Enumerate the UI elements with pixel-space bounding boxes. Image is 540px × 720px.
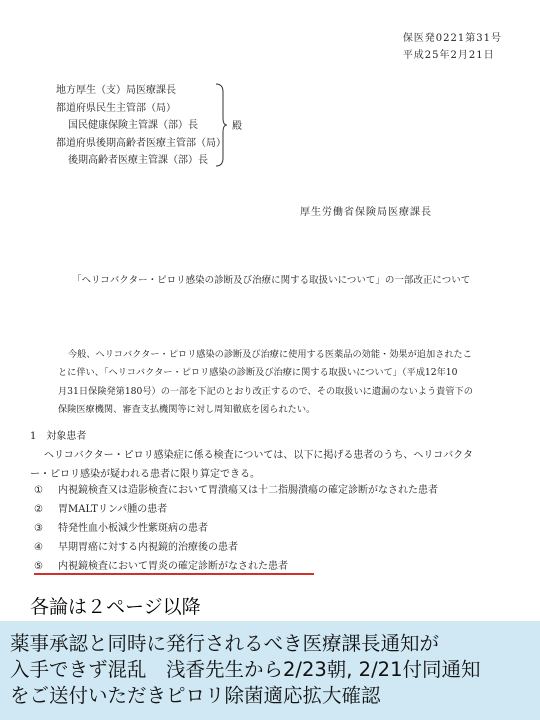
document-date: 平成25年2月21日	[402, 50, 495, 61]
list-item	[34, 500, 438, 519]
item-number: ⑤	[34, 561, 43, 572]
section-text	[30, 446, 520, 484]
paragraph-line: 月31日保険発第180号）の一部を下記のとおり改正するので、その取扱いに遺漏のないよう貴管下の	[58, 385, 473, 397]
addressee: 都道府県民生主管部（局）	[56, 102, 176, 114]
addressee: 地方厚生（支）局医療課長	[56, 85, 176, 96]
footnote: 各論は２ページ以降	[30, 596, 201, 618]
subject-title: 「ヘリコバクター・ピロリ感染の診断及び治療に関する取扱いについて」の一部改正について	[72, 275, 471, 286]
addressee: 都道府県後期高齢者医療主管部（局）	[56, 137, 226, 149]
addressee: 国民健康保険主管課（部）長	[68, 120, 198, 131]
banner-line: 入手できず混乱 浅香先生から2/23朝, 2/21付同通知	[10, 658, 481, 681]
item-text: 特発性血小板減少性紫斑病の患者	[58, 523, 208, 534]
item-number: ③	[34, 523, 43, 534]
body-paragraph	[58, 346, 498, 419]
highlight-underline	[34, 573, 314, 575]
item-number: ④	[34, 542, 43, 553]
document-header	[403, 30, 502, 64]
honorific: 殿	[232, 121, 242, 132]
item-text: 胃MALTリンパ腫の患者	[58, 504, 168, 515]
patient-criteria-list	[34, 481, 438, 576]
banner-line: をご送付いただきピロリ除菌適応拡大確認	[10, 684, 381, 707]
annotation-banner	[0, 621, 540, 720]
list-item	[34, 519, 438, 538]
brace-icon	[214, 82, 228, 168]
item-text: 内視鏡検査又は造影検査において胃潰瘍又は十二指腸潰瘍の確定診断がなされた患者	[58, 485, 438, 496]
addressee-list	[56, 82, 226, 170]
paragraph-line: 保険医療機関、審査支払機関等に対し周知徹底を図られたい。	[58, 403, 316, 415]
paragraph-line: とに伴い、「ヘリコバクター・ピロリ感染の診断及び治療に関する取扱いについて」（平成12年10	[58, 367, 458, 379]
sender: 厚生労働省保険局医療課長	[300, 207, 432, 218]
document-number: 保医発0221第31号	[402, 33, 502, 44]
section-heading: 1 対象患者	[30, 431, 87, 442]
paragraph-line: 今般、ヘリコバクター・ピロリ感染の診断及び治療に使用する医薬品の効能・効果が追加されたこ	[68, 349, 472, 360]
item-text: 内視鏡検査において胃炎の確定診断がなされた患者	[58, 561, 288, 572]
item-number: ①	[34, 485, 43, 496]
list-item	[34, 538, 438, 557]
item-text: 早期胃癌に対する内視鏡的治療後の患者	[58, 542, 238, 553]
section-line: ー・ピロリ感染が疑われる患者に限り算定できる。	[30, 469, 260, 480]
section-line: ヘリコバクター・ピロリ感染症に係る検査については、以下に掲げる患者のうち、ヘリコバクタ	[44, 450, 473, 461]
list-item	[34, 481, 438, 500]
item-number: ②	[34, 504, 43, 515]
banner-line: 薬事承認と同時に発行されるべき医療課長通知が	[10, 632, 440, 655]
addressee: 後期高齢者医療主管課（部）長	[68, 155, 208, 166]
